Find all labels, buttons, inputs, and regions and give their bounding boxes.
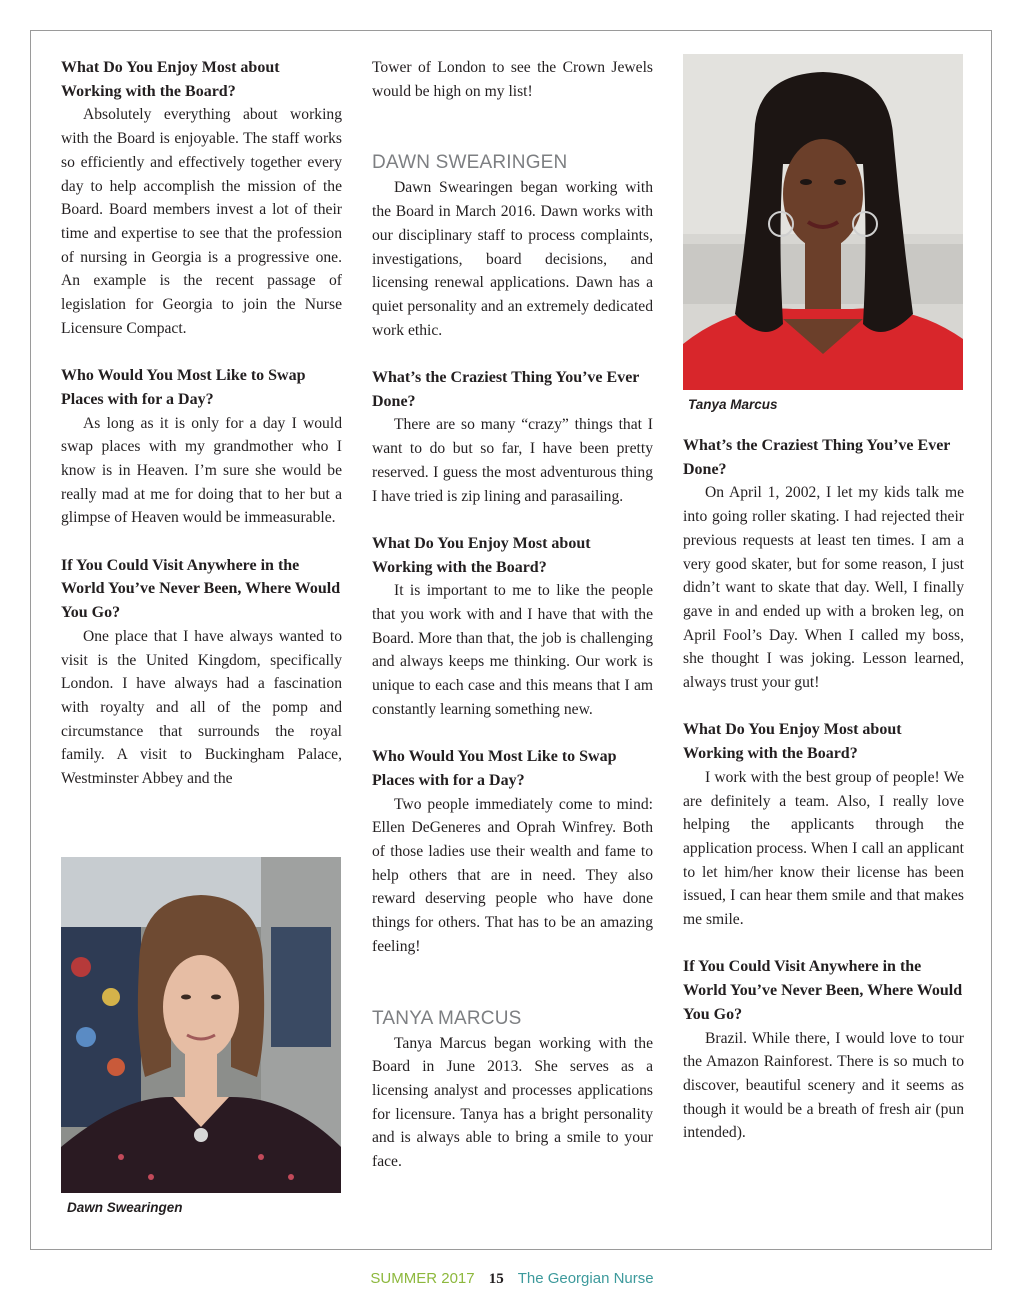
bio-paragraph: Dawn Swearingen began working with the Board in March 2016. Dawn works with our disciplinary staff to process complaints, investigations, board decisions, and licensing renewal applications. Dawn has a quiet personality and an extremely dedicated work ethic. (372, 179, 653, 339)
photo-caption: Tanya Marcus (688, 397, 778, 412)
answer-paragraph: There are so many “crazy” things that I want to do but so far, I have been pretty reserved. I guess the most adventurous thing I have tried is zip lining and parasailing. (372, 416, 653, 505)
answer-paragraph: Absolutely everything about working with the Board is enjoyable. The staff works so efficiently and effectively together every day to help accomplish the mission of the Board. Board members invest a lot of their time and expertise to see that the profession of nursing in Georgia is a progressive one. An example is the recent passage of legislation for Georgia to join the Nurse Licensure Compact. (61, 106, 342, 337)
column-1 (61, 56, 342, 791)
magazine-title: The Georgian Nurse (517, 1270, 654, 1287)
column-3 (683, 434, 964, 1145)
question-heading: Who Would You Most Like to Swap Places with for a Day? (61, 367, 306, 408)
section-heading-tanya: TANYA MARCUS (372, 1007, 522, 1029)
question-heading: If You Could Visit Anywhere in the World You’ve Never Been, Where Would You Go? (683, 958, 963, 1023)
answer-paragraph: On April 1, 2002, I let my kids talk me into going roller skating. I had rejected their previous requests at least ten times. I am a very good skater, but for some reason, I just didn’t want to skate that day. Well, I finally gave in and ended up with a broken leg, on April Fool’s Day. When I called my boss, she thought I was joking. Lesson learned, always trust your gut! (683, 484, 964, 692)
photo-caption: Dawn Swearingen (67, 1200, 183, 1215)
question-heading: Who Would You Most Like to Swap Places with for a Day? (372, 748, 617, 789)
answer-paragraph: One place that I have always wanted to visit is the United Kingdom, specifically London. I have always had a fascination with royalty and all of the pomp and circumstance that surrounds the royal family. A visit to Buckingham Palace, Westminster Abbey and the (61, 627, 342, 788)
question-heading: What Do You Enjoy Most about Working with the Board? (372, 534, 591, 576)
answer-continuation: Tower of London to see the Crown Jewels would be high on my list! (372, 59, 653, 100)
answer-paragraph: As long as it is only for a day I would swap places with my grandmother who I know is in Heaven. I’m sure she would be really mad at me for doing that to her but a glimpse of Heaven would be immeasurable. (61, 414, 342, 527)
section-heading-dawn: DAWN SWEARINGEN (372, 152, 568, 174)
column-2 (372, 56, 653, 1174)
question-heading: What Do You Enjoy Most about Working with the Board? (61, 59, 280, 100)
tanya-marcus-photo (683, 54, 963, 390)
answer-paragraph: I work with the best group of people! We are definitely a team. Also, I really love helping the applicants through the application process. When I call an applicant to let him/her know their license has been issued, I can hear them smile and that makes me smile. (683, 768, 964, 929)
issue-label: SUMMER 2017 (370, 1270, 475, 1287)
answer-paragraph: It is important to me to like the people that you work with and I have that with the Board. More than that, the job is challenging and always keeps me thinking. Our work is unique to each case and this means that I am constantly learning something new. (372, 582, 653, 718)
page-number: 15 (488, 1271, 504, 1287)
question-heading: If You Could Visit Anywhere in the World You’ve Never Been, Where Would You Go? (61, 556, 341, 622)
dawn-swearingen-photo (61, 857, 341, 1193)
question-heading: What Do You Enjoy Most about Working with the Board? (683, 721, 902, 763)
bio-paragraph: Tanya Marcus began working with the Board in June 2013. She serves as a licensing analyst and processes applications for licensure. Tanya has a bright personality and is always able to bring a smile to your face. (372, 1034, 653, 1171)
question-heading: What’s the Craziest Thing You’ve Ever Done? (683, 437, 951, 478)
answer-paragraph: Two people immediately come to mind: Ellen DeGeneres and Oprah Winfrey. Both of those ladies use their wealth and fame to help others that are in need. They also reward deserving people who have done things for others. That has to be an amazing feeling! (372, 795, 653, 955)
answer-paragraph: Brazil. While there, I would love to tour the Amazon Rainforest. There is so much to discover, beautiful scenery and it seems as though it would be a breath of fresh air (pun intended). (683, 1029, 964, 1142)
page-footer (0, 1270, 1024, 1288)
question-heading: What’s the Craziest Thing You’ve Ever Done? (372, 369, 640, 410)
